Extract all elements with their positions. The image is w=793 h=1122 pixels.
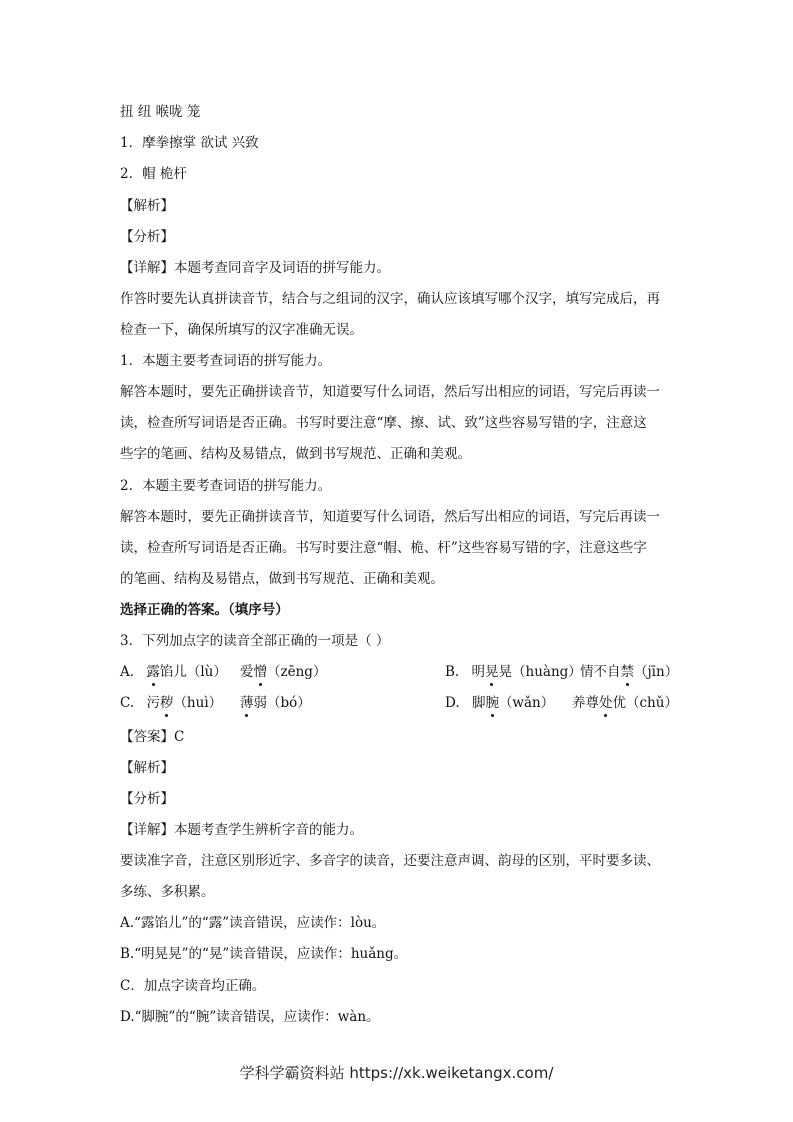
dotted-char: 处 [599,695,613,711]
option-label: A. [120,664,135,680]
option-d [445,693,554,713]
option-word: 脚腕（wǎn） [471,695,555,711]
text-line: 【分析】 [120,791,174,807]
option-word: 露馅儿（lù） [146,664,227,680]
text-line: 【详解】本题考查同音字及词语的拼写能力。 [120,260,390,276]
text-line: 作答时要先认真拼读音节，结合与之组词的汉字，确认应该填写哪个汉字，填写完成后，再 [120,291,660,307]
text-line: 多练、多积累。 [120,884,215,900]
option-c [120,693,222,713]
text-line: 【解析】 [120,760,174,776]
text-line: D.“脚腕”的“腕”读音错误，应读作：wàn。 [120,1009,380,1025]
footer-watermark: 学科学霸资料站 https://xk.weiketangx.com/ [239,1064,554,1082]
dotted-char: 憎 [253,664,267,680]
question-stem: 3．下列加点字的读音全部正确的一项是（ ） [120,633,390,649]
text-line: 【分析】 [120,229,174,245]
option-a-word-2: 爱憎（zēng） [240,664,327,680]
text-line: 2．帽 桅杆 [120,166,187,182]
option-b-word-2: 情不自禁（jīn） [580,664,679,680]
option-word: 污秽（huì） [146,695,223,711]
dotted-char: 腕 [485,695,499,711]
option-label: B. [445,664,460,680]
text-line: A.“露馅儿”的“露”读音错误，应读作：lòu。 [120,915,386,931]
dotted-char: 薄 [240,695,254,711]
text-line: B.“明晃晃”的“晃”读音错误，应读作：huǎng。 [120,946,408,962]
option-label: C. [120,695,135,711]
text-line: 读，检查所写词语是否正确。书写时要注意“帽、桅、杆”这些容易写错的字，注意这些字 [120,540,647,556]
text-line: 些字的笔画、结构及易错点，做到书写规范、正确和美观。 [120,446,471,462]
text-line: 读，检查所写词语是否正确。书写时要注意“摩、擦、试、致”这些容易写错的字，注意这 [120,415,647,431]
text-line: 2．本题主要考查词语的拼写能力。 [120,478,332,494]
text-line: 的笔画、结构及易错点，做到书写规范、正确和美观。 [120,571,444,587]
dotted-char: 秽 [159,695,174,711]
answer-line: 【答案】C [120,729,185,745]
dotted-char: 禁 [620,664,634,680]
dotted-char: 晃 [485,664,499,680]
text-line: 检查一下，确保所填写的汉字准确无误。 [120,322,363,338]
text-line: 解答本题时，要先正确拼读音节，知道要写什么词语，然后写出相应的词语，写完后再读一 [120,384,660,400]
option-b [445,662,582,682]
option-c-word-2: 薄弱（bó） [240,695,311,711]
text-line: 1．本题主要考查词语的拼写能力。 [120,353,332,369]
text-line: 【详解】本题考查学生辨析字音的能力。 [120,822,363,838]
text-line: 解答本题时，要先正确拼读音节，知道要写什么词语，然后写出相应的词语，写完后再读一 [120,509,660,525]
text-line: C．加点字读音均正确。 [120,978,266,994]
option-word: 明晃晃（huàng） [471,664,582,680]
text-line: 要读准字音，注意区别形近字、多音字的读音，还要注意声调、韵母的区别，平时要多读、 [120,853,660,869]
text-line: 【解析】 [120,198,174,214]
option-label: D. [445,695,460,711]
text-line: 1．摩拳擦掌 欲试 兴致 [120,135,259,151]
dotted-char: 露 [146,664,160,680]
section-heading: 选择正确的答案。（填序号） [120,602,289,618]
text-line: 扭 纽 喉咙 笼 [120,104,201,120]
option-a [120,662,227,682]
option-d-word-2: 养尊处优（chǔ） [572,695,678,711]
